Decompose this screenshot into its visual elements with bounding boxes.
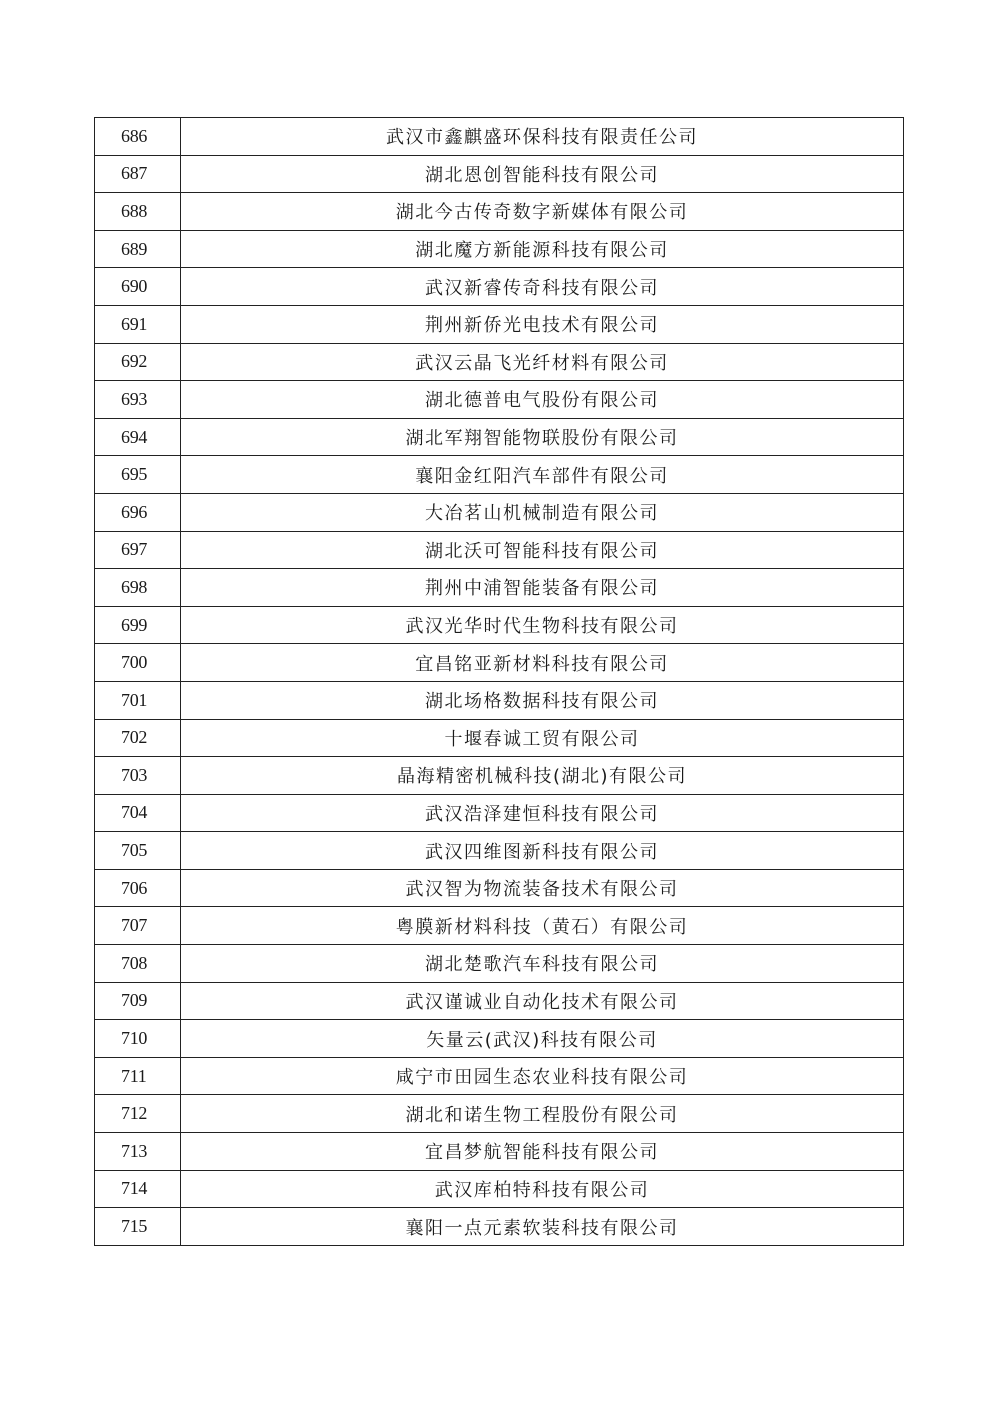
company-name-cell: 宜昌梦航智能科技有限公司 bbox=[181, 1133, 904, 1171]
row-number-cell: 694 bbox=[95, 418, 181, 456]
company-name-cell: 湖北场格数据科技有限公司 bbox=[181, 681, 904, 719]
table-row bbox=[95, 381, 904, 419]
table-row bbox=[95, 343, 904, 381]
company-name-cell: 大冶茗山机械制造有限公司 bbox=[181, 493, 904, 531]
table-row bbox=[95, 832, 904, 870]
table-row bbox=[95, 1020, 904, 1058]
row-number-cell: 698 bbox=[95, 569, 181, 607]
company-name-cell: 武汉四维图新科技有限公司 bbox=[181, 832, 904, 870]
table-row bbox=[95, 531, 904, 569]
row-number-cell: 705 bbox=[95, 832, 181, 870]
company-name-cell: 粤膜新材料科技（黄石）有限公司 bbox=[181, 907, 904, 945]
row-number-cell: 692 bbox=[95, 343, 181, 381]
table-row bbox=[95, 907, 904, 945]
row-number-cell: 691 bbox=[95, 305, 181, 343]
table-row bbox=[95, 1095, 904, 1133]
row-number-cell: 710 bbox=[95, 1020, 181, 1058]
table-row bbox=[95, 606, 904, 644]
row-number-cell: 708 bbox=[95, 945, 181, 983]
company-name-cell: 湖北恩创智能科技有限公司 bbox=[181, 155, 904, 193]
row-number-cell: 690 bbox=[95, 268, 181, 306]
company-name-cell: 武汉谨诚业自动化技术有限公司 bbox=[181, 982, 904, 1020]
row-number-cell: 713 bbox=[95, 1133, 181, 1171]
table-row bbox=[95, 155, 904, 193]
row-number-cell: 706 bbox=[95, 869, 181, 907]
company-name-cell: 武汉云晶飞光纤材料有限公司 bbox=[181, 343, 904, 381]
company-name-cell: 湖北沃可智能科技有限公司 bbox=[181, 531, 904, 569]
row-number-cell: 689 bbox=[95, 230, 181, 268]
company-name-cell: 武汉智为物流装备技术有限公司 bbox=[181, 869, 904, 907]
table-row bbox=[95, 305, 904, 343]
row-number-cell: 712 bbox=[95, 1095, 181, 1133]
table-row bbox=[95, 456, 904, 494]
company-name-cell: 晶海精密机械科技(湖北)有限公司 bbox=[181, 757, 904, 795]
row-number-cell: 701 bbox=[95, 681, 181, 719]
table-row bbox=[95, 1170, 904, 1208]
row-number-cell: 711 bbox=[95, 1057, 181, 1095]
company-list-table bbox=[94, 117, 904, 1246]
row-number-cell: 704 bbox=[95, 794, 181, 832]
company-name-cell: 十堰春诚工贸有限公司 bbox=[181, 719, 904, 757]
company-name-cell: 湖北德普电气股份有限公司 bbox=[181, 381, 904, 419]
row-number-cell: 715 bbox=[95, 1208, 181, 1246]
company-name-cell: 襄阳金红阳汽车部件有限公司 bbox=[181, 456, 904, 494]
row-number-cell: 707 bbox=[95, 907, 181, 945]
company-name-cell: 湖北军翔智能物联股份有限公司 bbox=[181, 418, 904, 456]
table-row bbox=[95, 493, 904, 531]
table-row bbox=[95, 1057, 904, 1095]
company-name-cell: 宜昌铭亚新材料科技有限公司 bbox=[181, 644, 904, 682]
row-number-cell: 695 bbox=[95, 456, 181, 494]
row-number-cell: 687 bbox=[95, 155, 181, 193]
company-name-cell: 矢量云(武汉)科技有限公司 bbox=[181, 1020, 904, 1058]
row-number-cell: 709 bbox=[95, 982, 181, 1020]
company-name-cell: 武汉光华时代生物科技有限公司 bbox=[181, 606, 904, 644]
company-name-cell: 咸宁市田园生态农业科技有限公司 bbox=[181, 1057, 904, 1095]
row-number-cell: 702 bbox=[95, 719, 181, 757]
row-number-cell: 699 bbox=[95, 606, 181, 644]
company-name-cell: 荆州中浦智能装备有限公司 bbox=[181, 569, 904, 607]
table-row bbox=[95, 230, 904, 268]
company-name-cell: 湖北魔方新能源科技有限公司 bbox=[181, 230, 904, 268]
table-row bbox=[95, 1208, 904, 1246]
row-number-cell: 696 bbox=[95, 493, 181, 531]
table-row bbox=[95, 569, 904, 607]
company-name-cell: 武汉市鑫麒盛环保科技有限责任公司 bbox=[181, 118, 904, 156]
table-row bbox=[95, 719, 904, 757]
company-name-cell: 湖北和诺生物工程股份有限公司 bbox=[181, 1095, 904, 1133]
row-number-cell: 688 bbox=[95, 193, 181, 231]
table-row bbox=[95, 757, 904, 795]
company-name-cell: 武汉浩泽建恒科技有限公司 bbox=[181, 794, 904, 832]
company-name-cell: 湖北今古传奇数字新媒体有限公司 bbox=[181, 193, 904, 231]
row-number-cell: 700 bbox=[95, 644, 181, 682]
table-row bbox=[95, 1133, 904, 1171]
row-number-cell: 686 bbox=[95, 118, 181, 156]
table-row bbox=[95, 794, 904, 832]
table-row bbox=[95, 268, 904, 306]
company-name-cell: 武汉新睿传奇科技有限公司 bbox=[181, 268, 904, 306]
table-row bbox=[95, 418, 904, 456]
table-row bbox=[95, 945, 904, 983]
company-name-cell: 襄阳一点元素软装科技有限公司 bbox=[181, 1208, 904, 1246]
table-row bbox=[95, 118, 904, 156]
company-list-body bbox=[95, 118, 904, 1246]
row-number-cell: 714 bbox=[95, 1170, 181, 1208]
table-row bbox=[95, 869, 904, 907]
row-number-cell: 703 bbox=[95, 757, 181, 795]
table-row bbox=[95, 982, 904, 1020]
company-name-cell: 荆州新侨光电技术有限公司 bbox=[181, 305, 904, 343]
row-number-cell: 697 bbox=[95, 531, 181, 569]
table-row bbox=[95, 681, 904, 719]
company-name-cell: 武汉库柏特科技有限公司 bbox=[181, 1170, 904, 1208]
table-row bbox=[95, 193, 904, 231]
company-name-cell: 湖北楚歌汽车科技有限公司 bbox=[181, 945, 904, 983]
row-number-cell: 693 bbox=[95, 381, 181, 419]
table-row bbox=[95, 644, 904, 682]
